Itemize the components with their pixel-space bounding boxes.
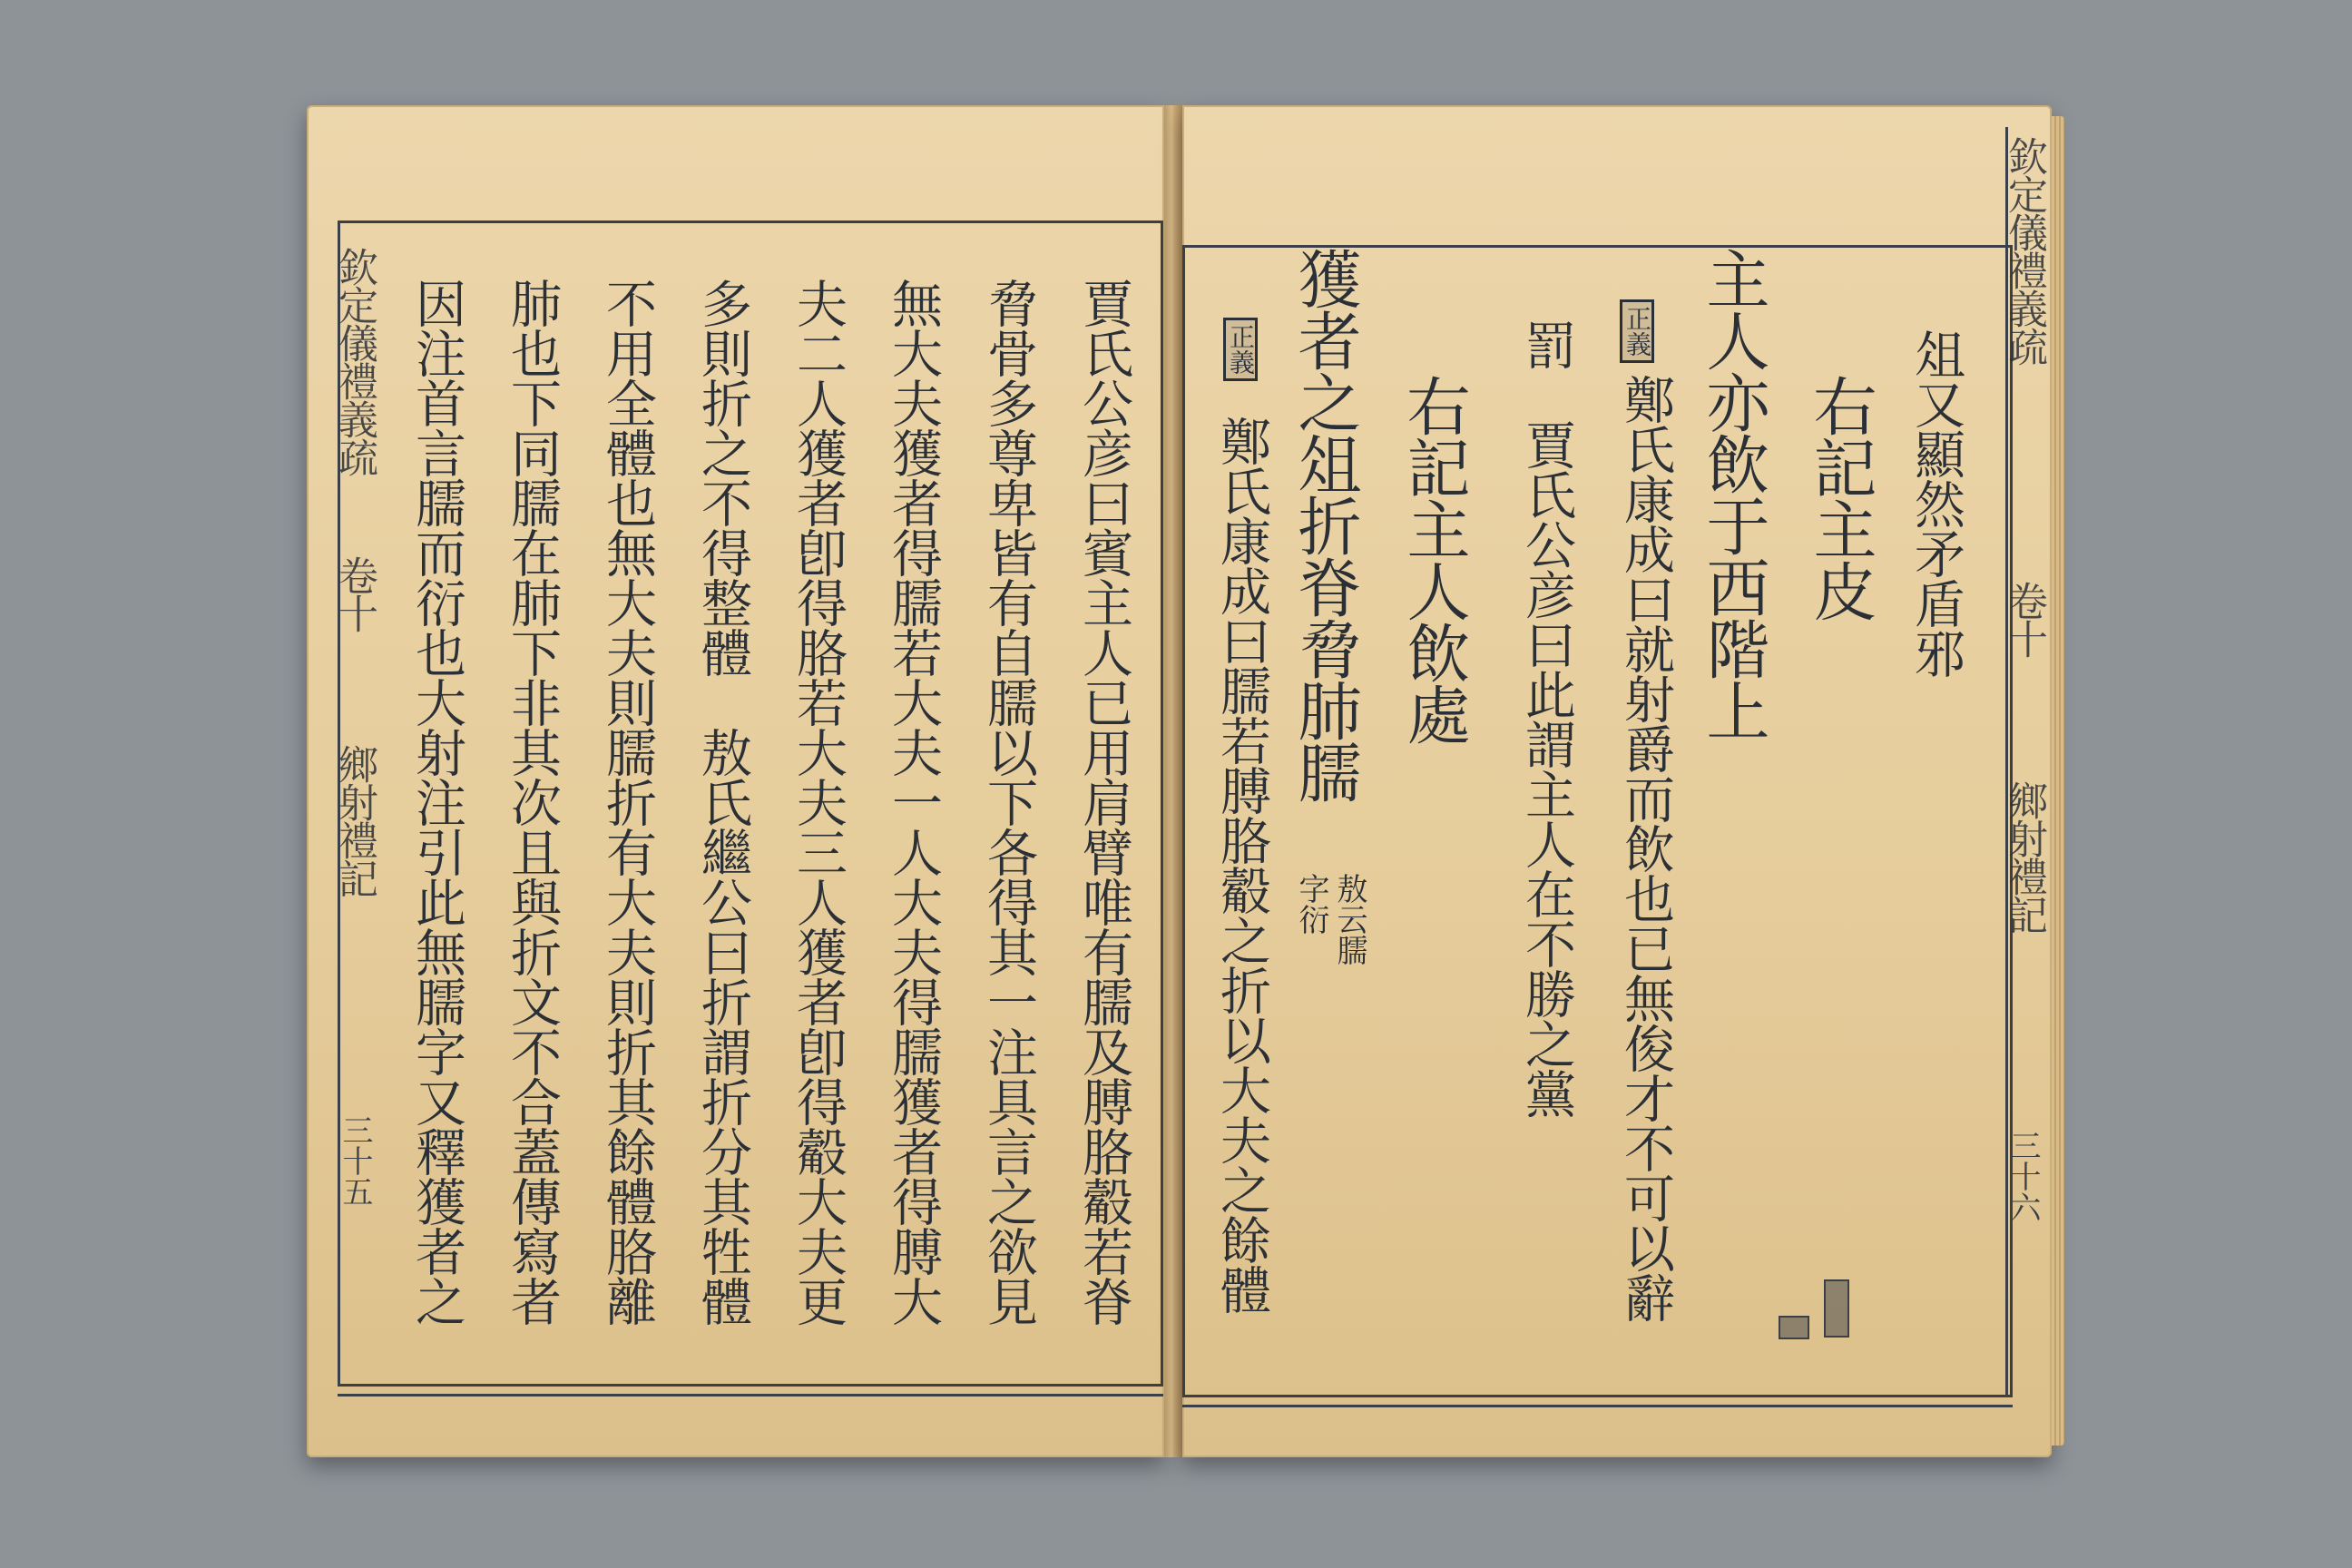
right-margin-chapter: 鄉射禮記	[2001, 780, 2047, 933]
zhengyi-tag: 正義	[1620, 299, 1654, 363]
right-column-commentary-2: 罰 賈氏公彦曰此謂主人在不勝之黨	[1517, 319, 1576, 1118]
page-edges	[2052, 116, 2064, 1446]
left-column-6: 不用全體也無大夫則臑折有大夫則折其餘體胳離	[598, 278, 657, 1326]
right-column-main-text-1: 主人亦飲于西階上	[1696, 247, 1770, 740]
left-column-3: 無大夫獲者得臑若大夫一人大夫得臑獲者得膊大	[884, 278, 943, 1326]
left-column-8: 因注首言臑而衍也大射注引此無臑字又釋獲者之	[407, 278, 466, 1326]
left-column-1: 賈氏公彦曰賓主人已用肩臂唯有臑及膊胳觳若脊	[1074, 278, 1133, 1326]
right-column-note-1: 敖云臑	[1331, 873, 1367, 965]
zhengyi-tag-2: 正義	[1223, 318, 1258, 381]
left-margin-folio: 三十五	[337, 1114, 373, 1207]
ink-blot	[1824, 1279, 1849, 1338]
left-column-7: 肺也下同臑在肺下非其次且與折文不合蓋傳寫者	[503, 278, 562, 1326]
left-column-4: 夫二人獲者卽得胳若大夫三人獲者卽得觳大夫更	[789, 278, 848, 1326]
ink-blot-2	[1779, 1316, 1809, 1339]
right-column-commentary-3: 鄭氏康成曰臑若膊胳觳之折以大夫之餘體	[1212, 416, 1271, 1314]
right-column-1: 俎又顯然矛盾邪	[1906, 328, 1965, 678]
right-column-note-2: 字衍	[1293, 873, 1329, 935]
right-column-heading-zhupi: 右記主皮	[1803, 374, 1877, 621]
left-column-2: 脅骨多尊卑皆有自臑以下各得其一注具言之欲見	[979, 278, 1038, 1326]
right-column-main-text-2: 獲者之俎折脊脅肺臑	[1288, 247, 1362, 802]
left-margin-chapter: 鄉射禮記	[331, 744, 377, 897]
left-margin-volume: 卷十	[331, 555, 377, 632]
right-margin-volume: 卷十	[2001, 581, 2047, 657]
right-column-heading-yinchu: 右記主人飲處	[1396, 374, 1471, 744]
right-column-commentary-1: 鄭氏康成曰就射爵而飲也已無俊才不可以辭	[1616, 374, 1675, 1322]
book-gutter	[1164, 105, 1182, 1457]
left-column-5: 多則折之不得整體 敖氏繼公曰折謂折分其牲體	[693, 278, 752, 1326]
right-margin-folio: 三十六	[2004, 1130, 2041, 1222]
right-margin-title: 欽定儀禮義疏	[2001, 136, 2047, 365]
left-margin-title: 欽定儀禮義疏	[331, 247, 377, 475]
